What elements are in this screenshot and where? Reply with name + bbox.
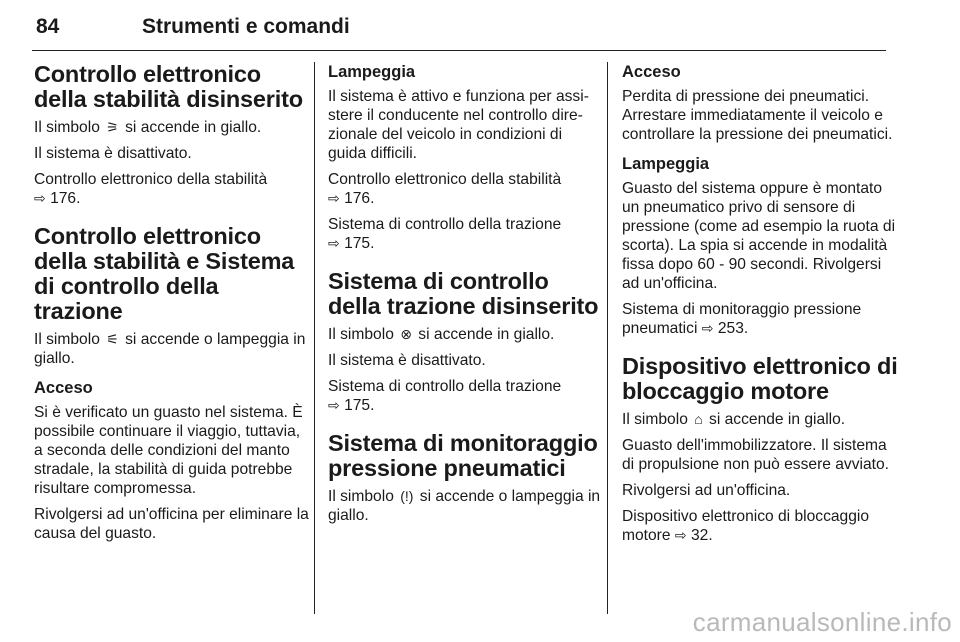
cross-reference: Controllo elettronico della stabilità ⇨ 176.: [328, 171, 562, 207]
esc-tc-icon: ⚟: [106, 331, 119, 347]
arrow-right-icon: ⇨: [701, 320, 714, 336]
tc-off-icon: ⊗: [400, 326, 412, 342]
section-title: Sistema di controllo della trazione disinserito: [328, 268, 599, 319]
paragraph: Il simbolo ⊗ si accende in giallo.: [328, 326, 555, 343]
section-title: Dispositivo elettronico di bloccaggio motore: [622, 353, 898, 404]
page-header: [32, 6, 886, 51]
section-title: Controllo elettronico della stabilità e Sistema di controllo della trazione: [34, 223, 295, 324]
cross-reference: Sistema di controllo della trazione ⇨ 175.: [328, 216, 562, 252]
paragraph: Rivolgersi ad un'officina per eliminare la causa del guasto.: [34, 506, 309, 542]
paragraph: Perdita di pressione dei pneumatici. Arrestare immediatamente il veicolo e controllare la pressione dei pneumatici.: [622, 88, 893, 143]
cross-reference: Dispositivo elettronico di bloccaggio motore ⇨ 32.: [622, 508, 870, 544]
column-1: [34, 62, 310, 550]
paragraph: Il simbolo (!) si accende o lampeggia in giallo.: [328, 488, 601, 524]
paragraph: Il simbolo ⌂ si accende in giallo.: [622, 411, 846, 428]
section-title: Controllo elettronico della stabilità disinserito: [34, 61, 303, 112]
cross-reference: Sistema di controllo della trazione ⇨ 175.: [328, 378, 562, 414]
immobilizer-icon: ⌂: [694, 411, 703, 427]
column-3: [622, 62, 898, 552]
column-divider: [314, 62, 315, 614]
column-2: [328, 62, 604, 532]
page-number: 84: [36, 15, 60, 38]
paragraph: Il sistema è attivo e funziona per assistere il conducente nel controllo direzionale del veicolo in condizioni di guida difficili.: [328, 88, 589, 162]
paragraph: Guasto dell'immobilizzatore. Il sistema di propulsione non può essere avviato.: [622, 437, 890, 473]
running-title: Strumenti e comandi: [142, 15, 350, 38]
watermark: carmanualsonline.info: [692, 607, 952, 637]
paragraph: Guasto del sistema oppure è montato un pneumatico privo di sensore di pressione (come ad esempio la ruota di scorta). La spia si accende in modalità fissa dopo 60 - 90 secondi. Rivolgersi ad un'officina.: [622, 180, 896, 292]
column-divider: [607, 62, 608, 614]
cross-reference: Controllo elettronico della stabilità ⇨ 176.: [34, 171, 268, 207]
paragraph: Il simbolo ⚟ si accende o lampeggia in giallo.: [34, 331, 306, 367]
paragraph: Il simbolo ⚞ si accende in giallo.: [34, 119, 262, 136]
arrow-right-icon: ⇨: [328, 190, 340, 206]
paragraph: Il sistema è disattivato.: [34, 145, 192, 162]
tire-pressure-icon: (!): [400, 488, 414, 504]
subheading: Lampeggia: [622, 155, 710, 173]
section-title: Sistema di monitoraggio pressione pneumatici: [328, 430, 598, 481]
paragraph: Rivolgersi ad un'officina.: [622, 482, 791, 499]
arrow-right-icon: ⇨: [328, 235, 340, 251]
subheading: Lampeggia: [328, 63, 416, 81]
arrow-right-icon: ⇨: [34, 190, 46, 206]
paragraph: Si è verificato un guasto nel sistema. È possibile continuare il viaggio, tuttavia, a seconda delle condizioni del manto stradale, la stabilità di guida potrebbe risultare compromessa.: [34, 404, 303, 497]
arrow-right-icon: ⇨: [328, 397, 340, 413]
cross-reference: Sistema di monitoraggio pressione pneumatici ⇨ 253.: [622, 301, 862, 337]
subheading: Acceso: [622, 63, 681, 81]
esc-off-icon: ⚞: [106, 119, 119, 135]
arrow-right-icon: ⇨: [674, 527, 687, 543]
subheading: Acceso: [34, 379, 93, 397]
paragraph: Il sistema è disattivato.: [328, 352, 486, 369]
